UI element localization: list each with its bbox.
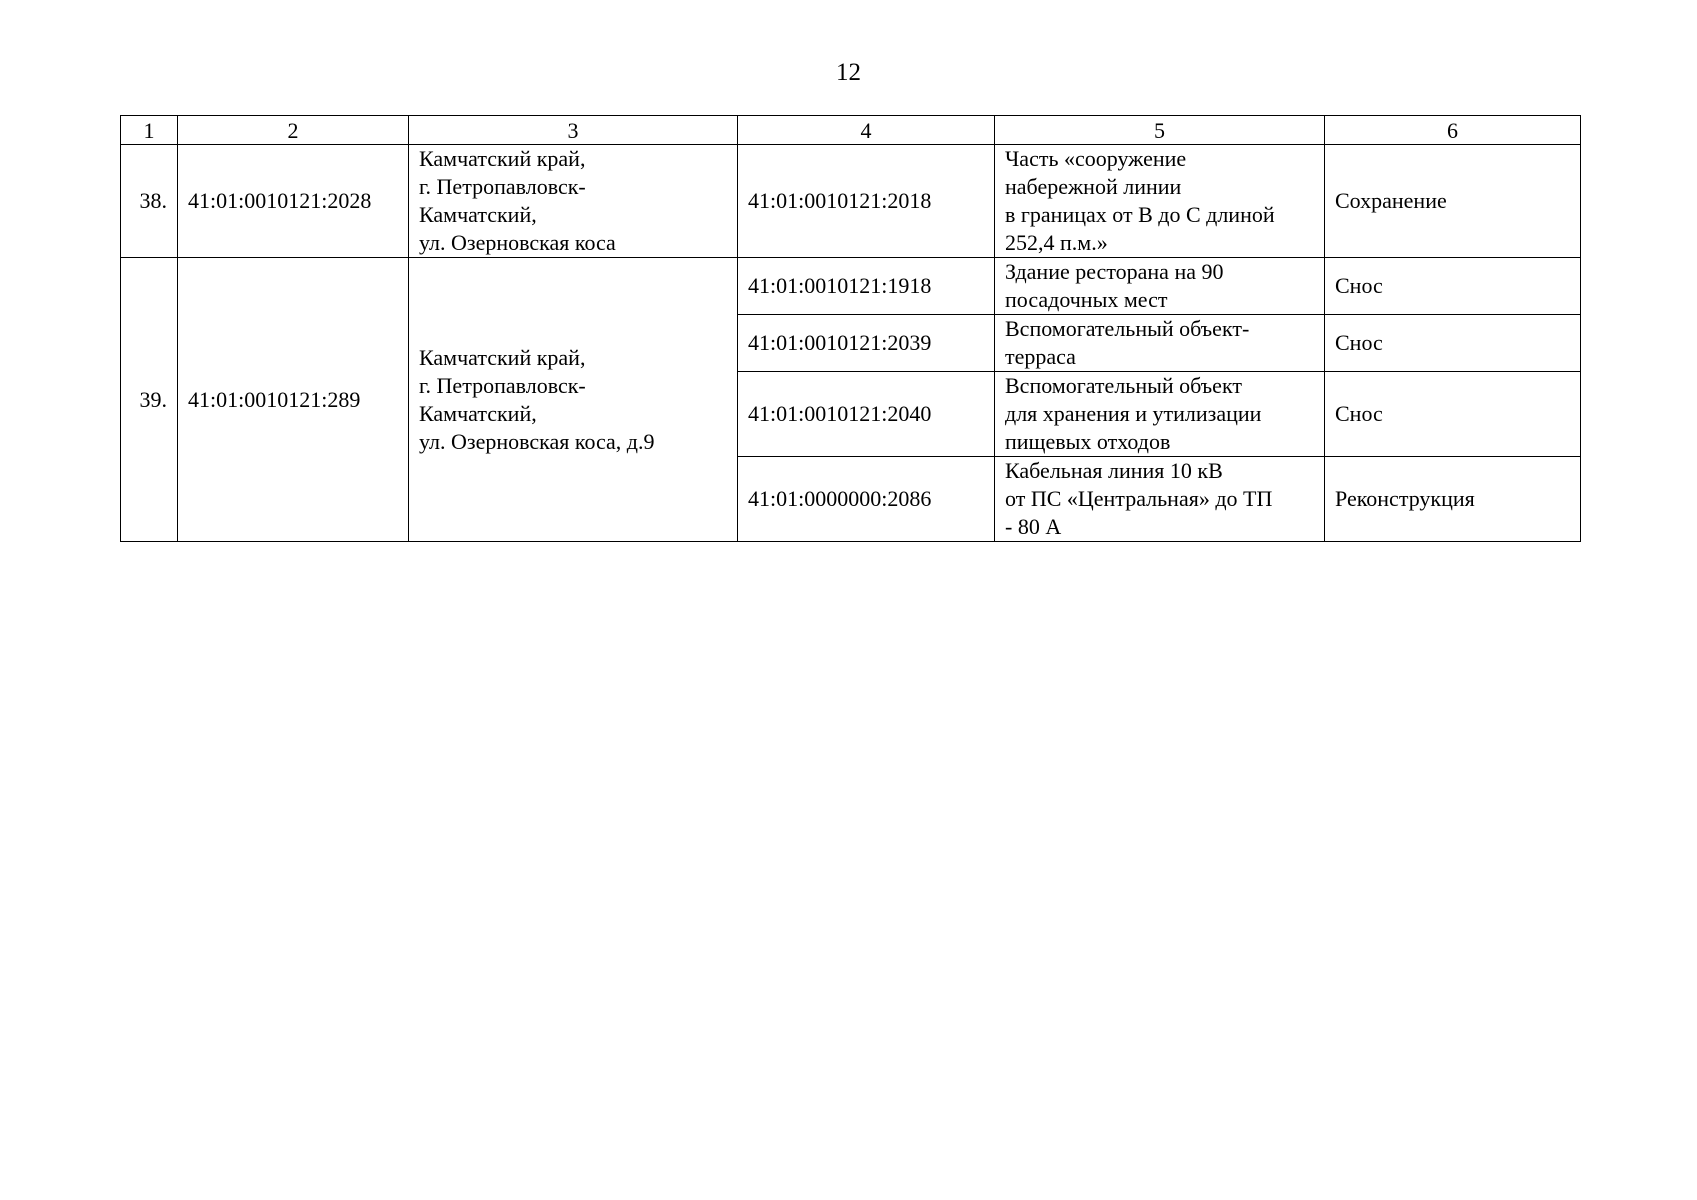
object-action: Реконструкция xyxy=(1325,457,1581,542)
row-number: 39. xyxy=(121,258,178,542)
objects-table xyxy=(120,115,1581,542)
object-name: Здание ресторана на 90 посадочных мест xyxy=(995,258,1325,315)
object-action: Снос xyxy=(1325,258,1581,315)
object-cadastral-number: 41:01:0000000:2086 xyxy=(738,457,995,542)
object-name: Вспомогательный объект- терраса xyxy=(995,315,1325,372)
object-action: Снос xyxy=(1325,372,1581,457)
object-action: Снос xyxy=(1325,315,1581,372)
object-cadastral-number: 41:01:0010121:2018 xyxy=(738,145,995,258)
page-number: 12 xyxy=(836,59,861,86)
column-header: 5 xyxy=(995,116,1325,145)
column-header: 4 xyxy=(738,116,995,145)
table-row xyxy=(121,145,1581,258)
table-header-row xyxy=(121,116,1581,145)
column-header: 3 xyxy=(409,116,738,145)
object-cadastral-number: 41:01:0010121:1918 xyxy=(738,258,995,315)
land-cadastral-number: 41:01:0010121:289 xyxy=(178,258,409,542)
address-cell: Камчатский край, г. Петропавловск- Камчатский, ул. Озерновская коса, д.9 xyxy=(409,258,738,542)
land-cadastral-number: 41:01:0010121:2028 xyxy=(178,145,409,258)
object-action: Сохранение xyxy=(1325,145,1581,258)
address-cell: Камчатский край, г. Петропавловск- Камчатский, ул. Озерновская коса xyxy=(409,145,738,258)
table-row xyxy=(121,258,1581,315)
row-number: 38. xyxy=(121,145,178,258)
column-header: 1 xyxy=(121,116,178,145)
column-header: 6 xyxy=(1325,116,1581,145)
object-name: Часть «сооружение набережной линии в границах от В до С длиной 252,4 п.м.» xyxy=(995,145,1325,258)
column-header: 2 xyxy=(178,116,409,145)
object-cadastral-number: 41:01:0010121:2039 xyxy=(738,315,995,372)
object-name: Вспомогательный объект для хранения и утилизации пищевых отходов xyxy=(995,372,1325,457)
object-cadastral-number: 41:01:0010121:2040 xyxy=(738,372,995,457)
object-name: Кабельная линия 10 кВ от ПС «Центральная» до ТП - 80 А xyxy=(995,457,1325,542)
